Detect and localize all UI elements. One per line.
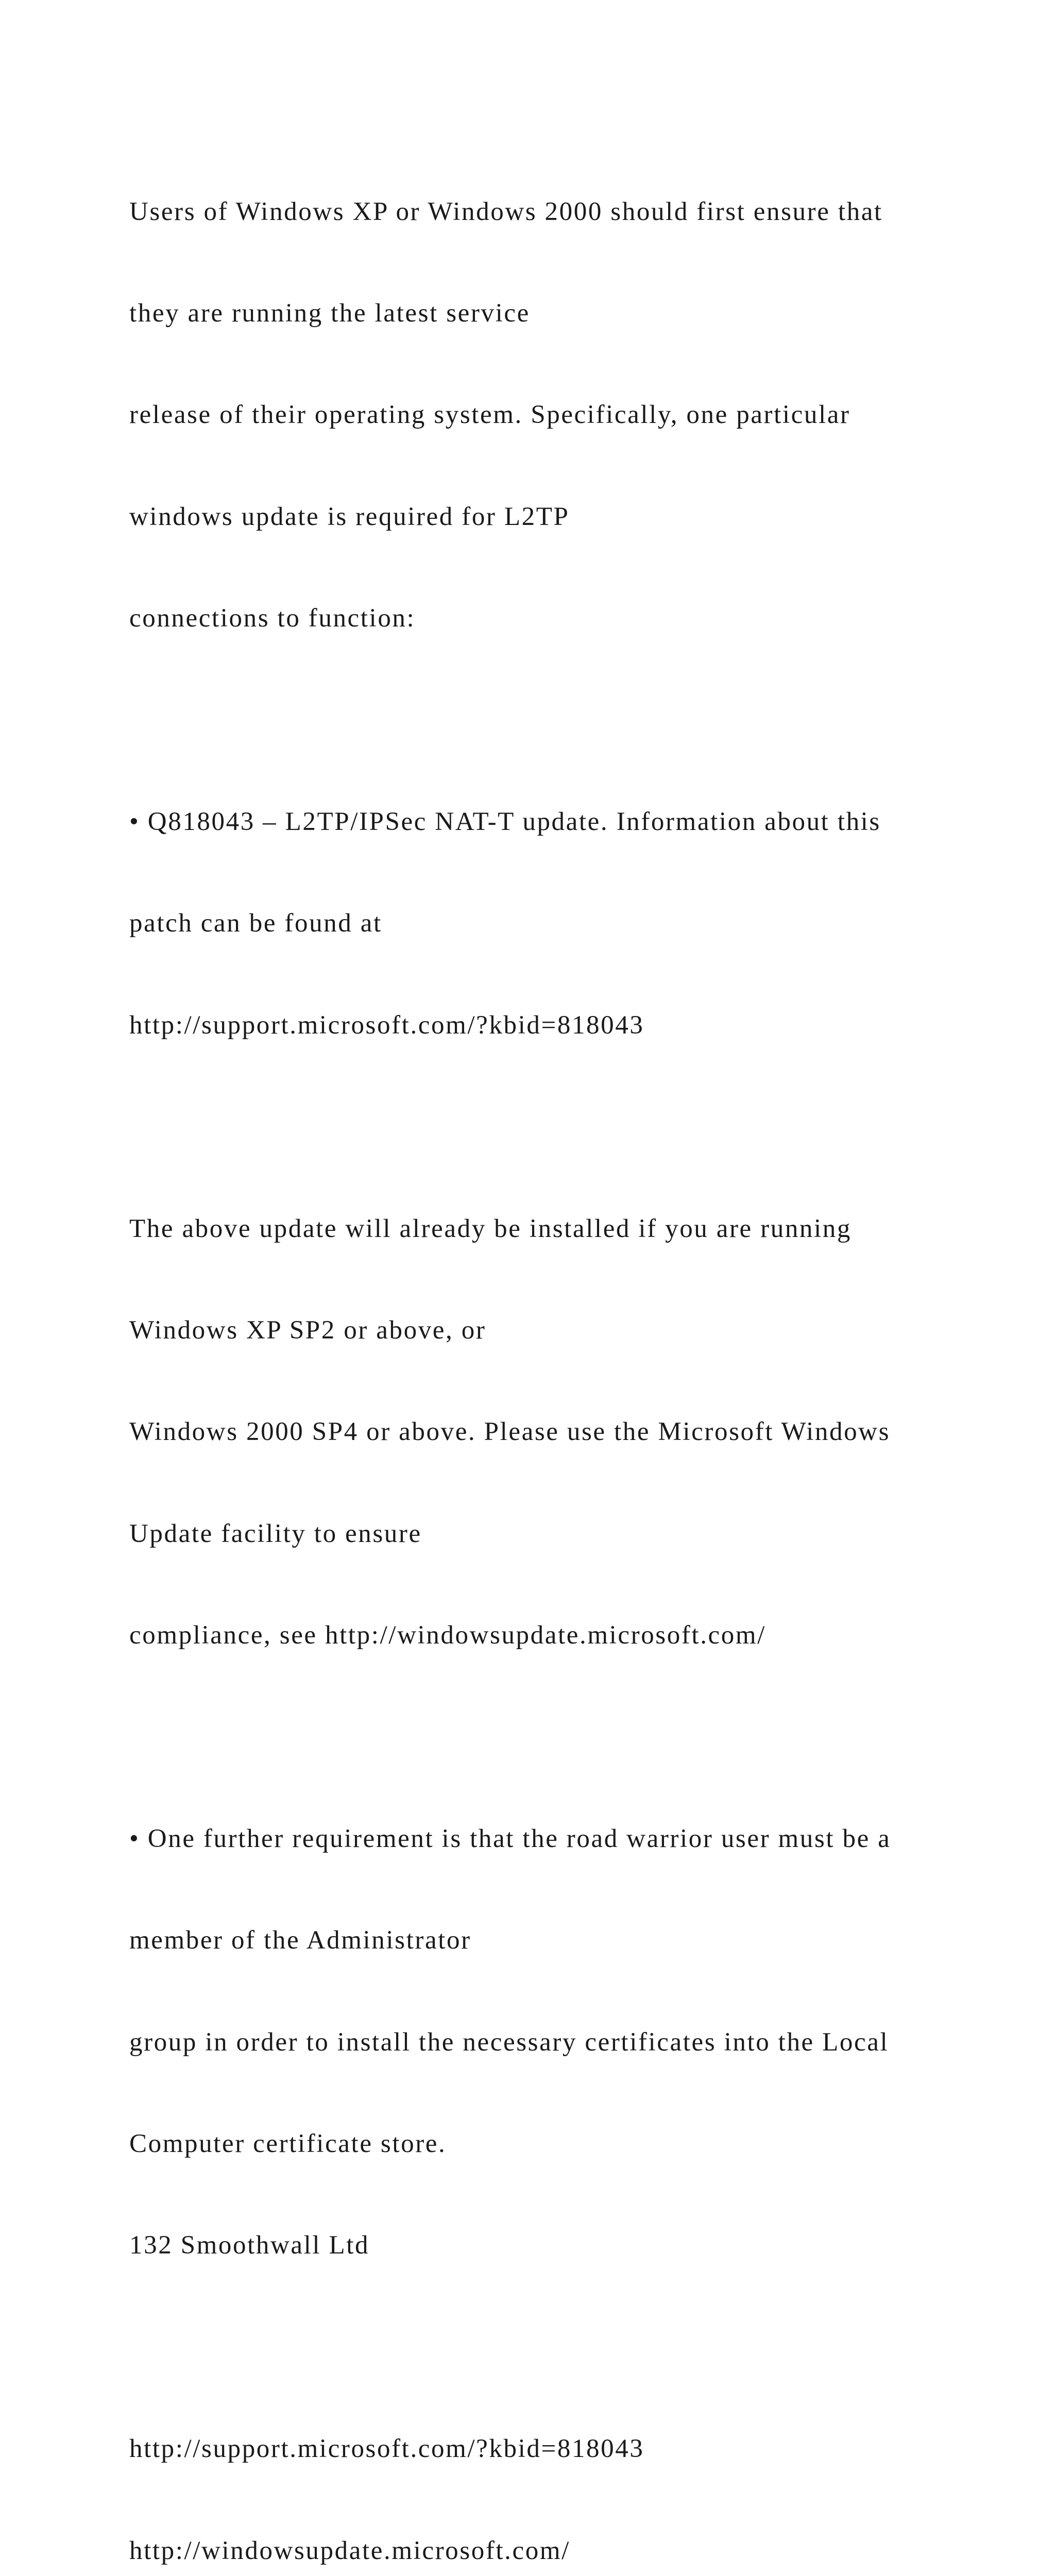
text-line: compliance, see http://windowsupdate.microsoft.com/ (129, 1621, 766, 1650)
url-text: http://support.microsoft.com/?kbid=818043 (129, 2434, 644, 2464)
bullet-line: • Q818043 – L2TP/IPSec NAT-T update. Information about this (129, 807, 881, 836)
text-line: release of their operating system. Specifically, one particular (129, 400, 850, 430)
blank-line (129, 704, 984, 738)
text-line: member of the Administrator (129, 1926, 471, 1955)
document-body (129, 127, 984, 2576)
text-line: windows update is required for L2TP (129, 502, 570, 531)
text-line: connections to function: (129, 604, 416, 633)
text-line: they are running the latest service (129, 298, 530, 328)
url-text: http://support.microsoft.com/?kbid=818043 (129, 1010, 644, 1040)
blank-line (129, 1720, 984, 1754)
text-line: Windows XP SP2 or above, or (129, 1315, 486, 1345)
text-line: Update facility to ensure (129, 1519, 422, 1548)
text-line: Users of Windows XP or Windows 2000 should first ensure that (129, 197, 883, 226)
text-line: patch can be found at (129, 909, 382, 938)
text-line: Windows 2000 SP4 or above. Please use the Microsoft Windows (129, 1417, 891, 1447)
blank-line (129, 2331, 984, 2365)
page-footer: 132 Smoothwall Ltd (129, 2231, 370, 2260)
text-line: Computer certificate store. (129, 2129, 447, 2159)
bullet-line: • One further requirement is that the road warrior user must be a (129, 1824, 891, 1853)
text-line: group in order to install the necessary certificates into the Local (129, 2027, 889, 2057)
text-line: The above update will already be installed if you are running (129, 1214, 852, 1243)
url-text: http://windowsupdate.microsoft.com/ (129, 2536, 570, 2565)
blank-line (129, 1110, 984, 1144)
